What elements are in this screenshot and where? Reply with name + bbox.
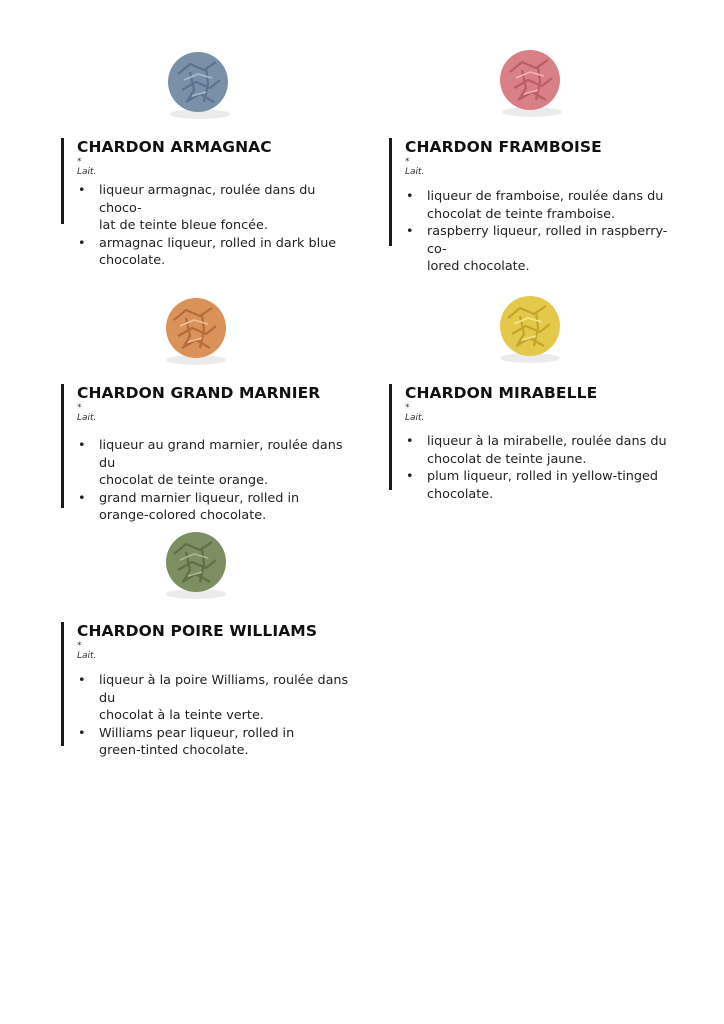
truffle-image-armagnac [160,44,240,124]
product-subtitle: * Lait. [77,157,97,177]
accent-bar [61,384,64,508]
accent-bar [389,138,392,246]
truffle-image-poire-williams [156,524,236,604]
description-line: lat de teinte bleue foncée. [99,218,268,233]
accent-bar [61,138,64,224]
description-line: chocolat à la teinte verte. [99,708,264,723]
description-french [405,433,685,468]
product-title: CHARDON GRAND MARNIER [77,384,321,402]
description-line: liqueur de framboise, roulée dans du [427,189,664,204]
description-line: chocolate. [99,253,166,268]
description-line: chocolate. [427,486,494,502]
description-english [77,235,357,270]
description-english [77,490,357,525]
description-line: liqueur à la mirabelle, roulée dans du [427,434,667,449]
product-subtitle: * Lait. [405,403,425,423]
description-french [77,437,357,490]
description-line: lored chocolate. [427,259,530,274]
product-subtitle: * Lait. [77,403,97,423]
product-title: CHARDON POIRE WILLIAMS [77,622,318,640]
description-line: green-tinted chocolate. [99,743,249,758]
description-french [77,672,367,725]
description-line: raspberry liqueur, rolled in raspberry-co- [427,224,668,257]
description-english [405,468,685,503]
product-subtitle: * Lait. [77,641,97,661]
description-line: armagnac liqueur, rolled in dark blue [99,235,337,251]
truffle-image-framboise [492,42,572,122]
product-title: CHARDON ARMAGNAC [77,138,272,156]
product-description [405,433,685,503]
accent-bar [389,384,392,490]
description-line: liqueur à la poire Williams, roulée dans du [99,673,349,706]
description-line: chocolat de teinte orange. [99,473,269,488]
truffle-image-grand-marnier [156,290,236,370]
description-line: plum liqueur, rolled in yellow-tinged [427,469,659,484]
description-english [77,725,367,760]
description-line: orange-colored chocolate. [99,508,267,523]
description-french [405,188,685,223]
product-description [77,672,367,760]
description-line: grand marnier liqueur, rolled in [99,490,300,506]
product-description [405,188,685,276]
product-description [77,437,357,525]
description-line: Williams pear liqueur, rolled in [99,725,295,741]
product-subtitle: * Lait. [405,157,425,177]
accent-bar [61,622,64,746]
description-line: chocolat de teinte jaune. [427,451,587,467]
product-title: CHARDON MIRABELLE [405,384,598,402]
product-description [77,182,357,270]
description-english [405,223,685,276]
truffle-image-mirabelle [490,288,570,368]
product-title: CHARDON FRAMBOISE [405,138,602,156]
description-line: chocolat de teinte framboise. [427,206,616,222]
description-line: liqueur au grand marnier, roulée dans du [99,438,343,471]
description-french [77,182,357,235]
description-line: liqueur armagnac, roulée dans du choco- [99,183,316,216]
